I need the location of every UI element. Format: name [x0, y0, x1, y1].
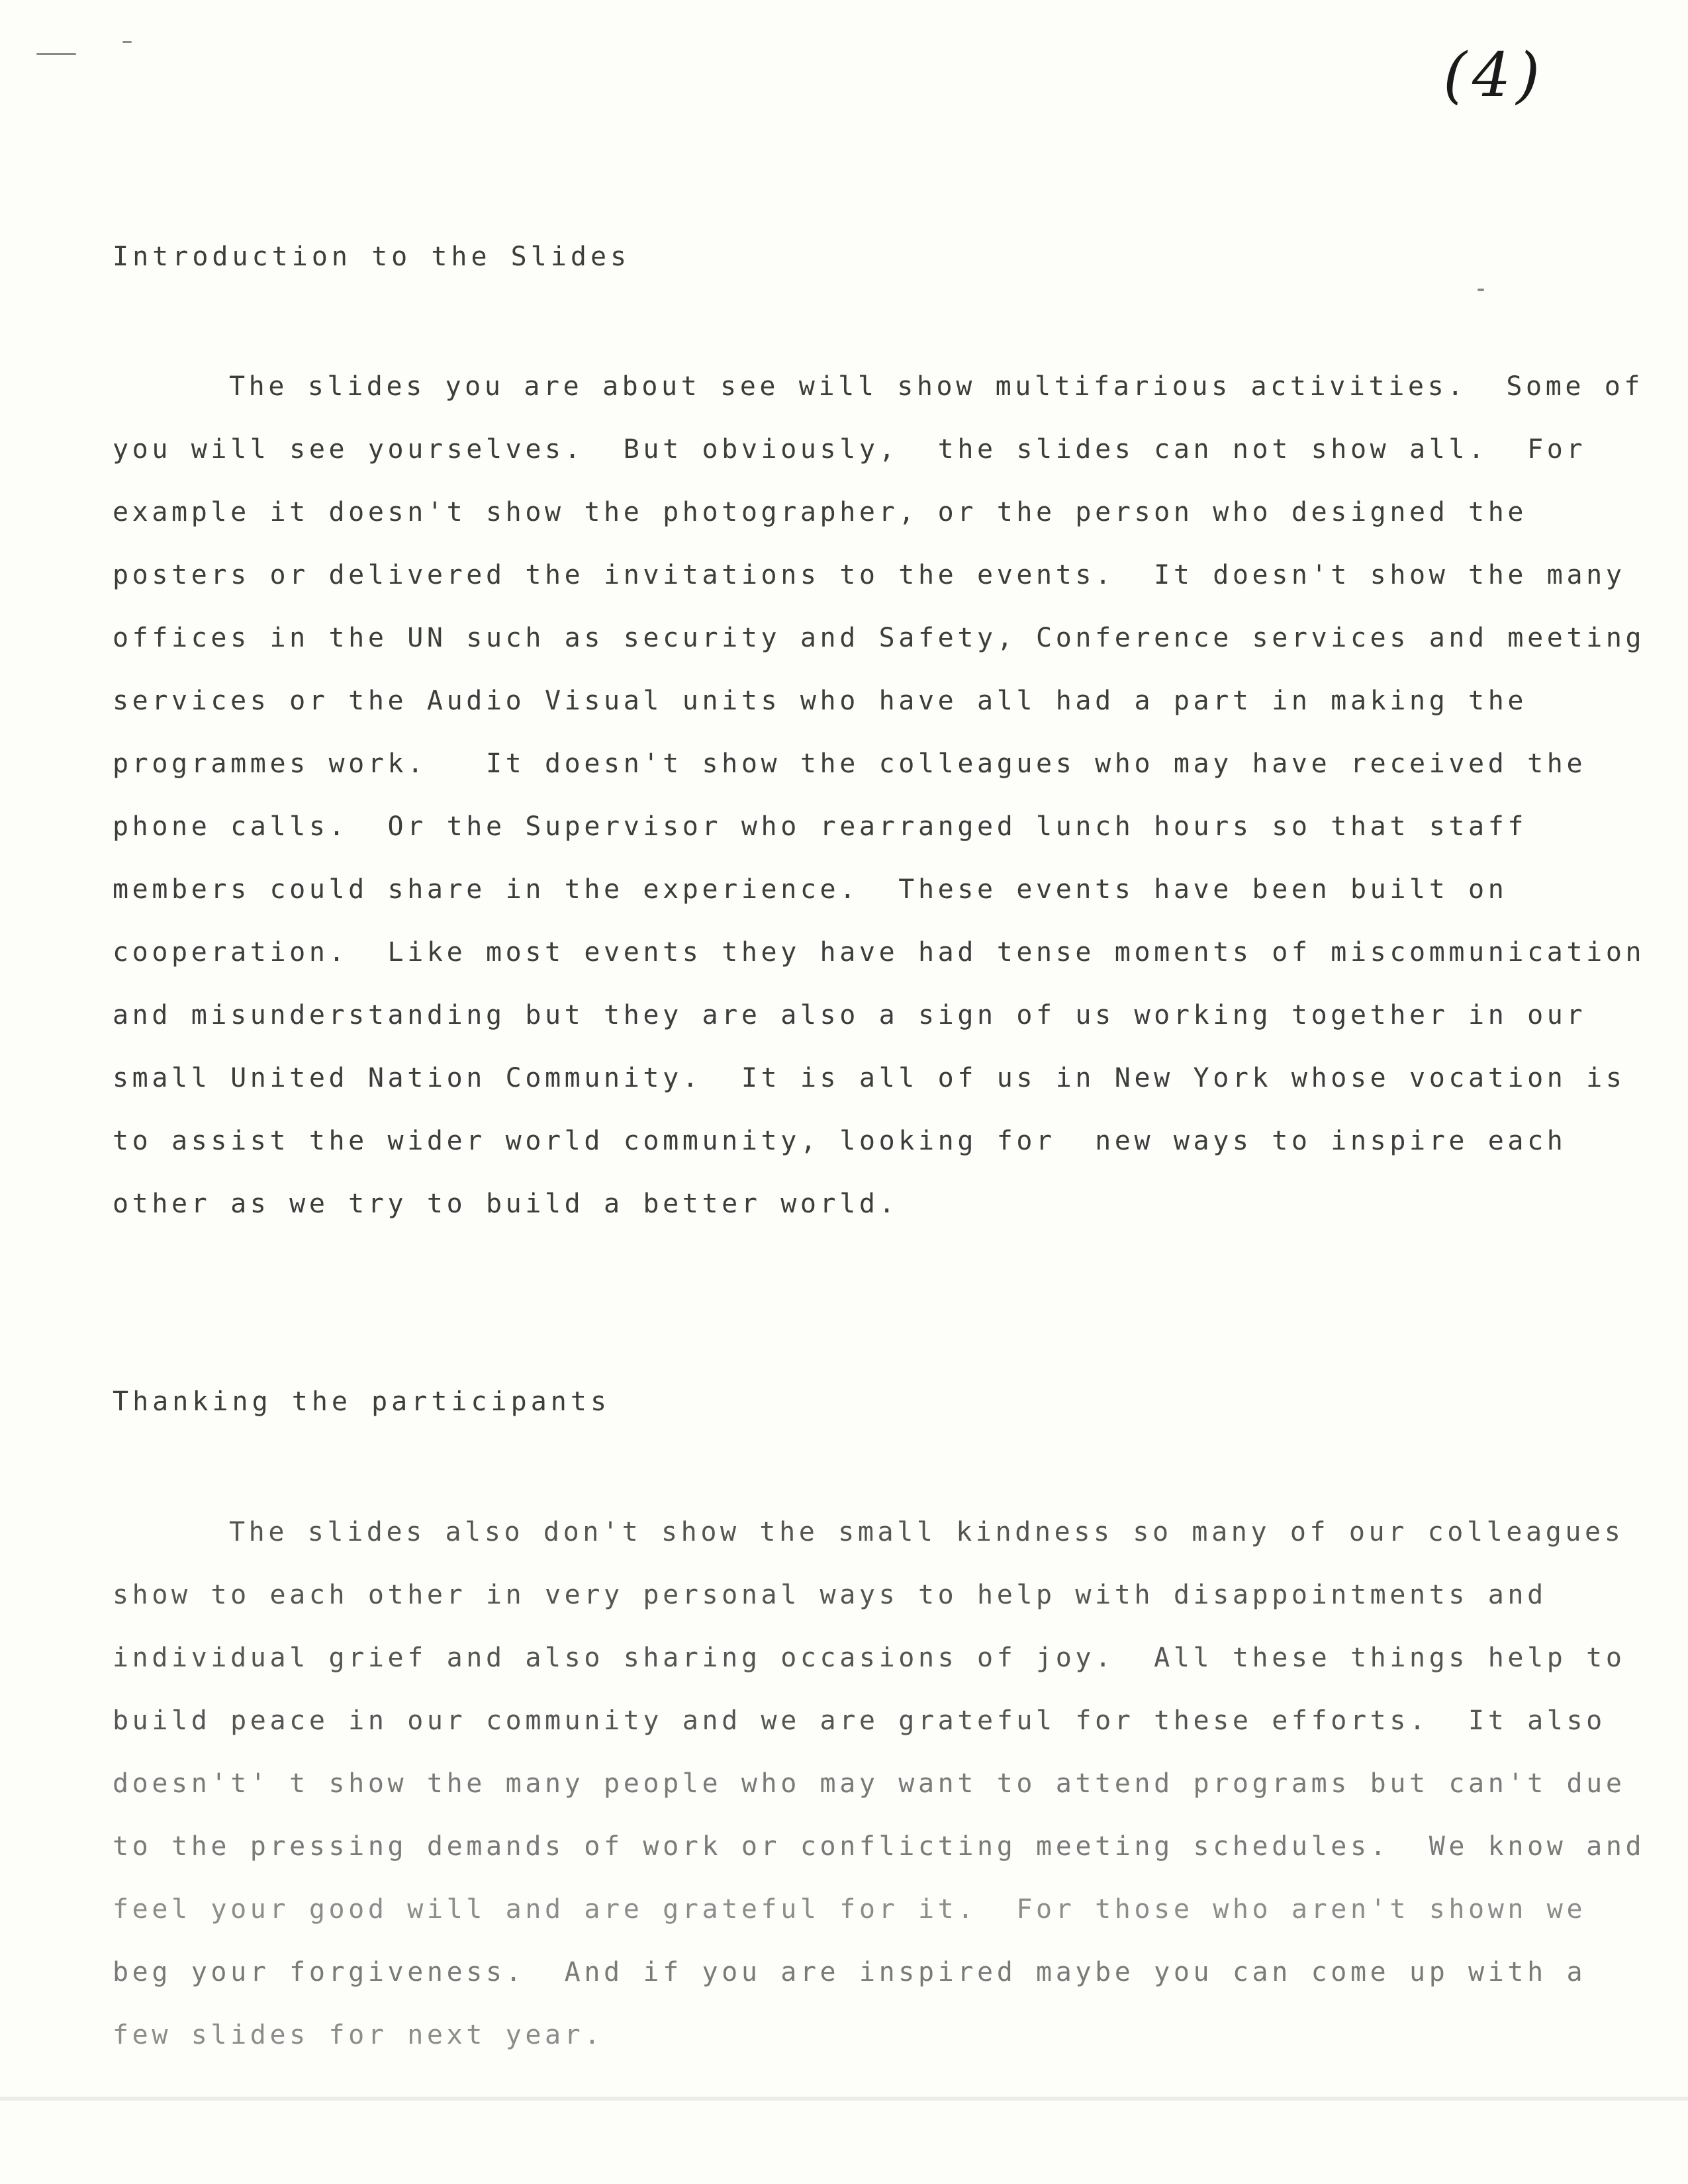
paragraph-line: feel your good will and are grateful for it. For those who aren't shown we: [113, 1894, 1587, 1925]
paragraph-line: to the pressing demands of work or conflicting meeting schedules. We know and: [113, 1831, 1646, 1862]
page-bottom-edge: [0, 2097, 1688, 2101]
paragraph-line: posters or delivered the invitations to the events. It doesn't show the many: [113, 560, 1626, 590]
paragraph-line: phone calls. Or the Supervisor who rearranged lunch hours so that staff: [113, 811, 1528, 842]
paragraph-line: you will see yourselves. But obviously, the slides can not show all. For: [113, 434, 1587, 465]
paragraph-line: to assist the wider world community, looking for new ways to inspire each: [113, 1126, 1567, 1156]
section-heading-thanking: Thanking the participants: [113, 1387, 611, 1417]
paragraph-line: individual grief and also sharing occasions of joy. All these things help to: [113, 1643, 1626, 1673]
paragraph-line: show to each other in very personal ways to help with disappointments and: [113, 1580, 1547, 1610]
paragraph-line: beg your forgiveness. And if you are inspired maybe you can come up with a: [113, 1957, 1587, 1987]
paragraph-line: The slides also don't show the small kindness so many of our colleagues: [229, 1517, 1624, 1547]
paragraph-line: other as we try to build a better world.: [113, 1189, 899, 1219]
paragraph-introduction: [113, 355, 1662, 1236]
section-heading-introduction: Introduction to the Slides: [113, 242, 631, 272]
paragraph-line: cooperation. Like most events they have had tense moments of miscommunication: [113, 937, 1646, 968]
paragraph-line: offices in the UN such as security and Safety, Conference services and meeting: [113, 623, 1646, 653]
scan-speck: [36, 53, 76, 55]
paragraph-line: build peace in our community and we are grateful for these efforts. It also: [113, 1706, 1606, 1736]
paragraph-line: and misunderstanding but they are also a sign of us working together in our: [113, 1000, 1587, 1030]
paragraph-line: few slides for next year.: [113, 2020, 604, 2050]
paragraph-line: members could share in the experience. These events have been built on: [113, 874, 1508, 905]
page-number: (4): [1443, 40, 1546, 111]
scan-speck: [122, 41, 132, 43]
paragraph-line: The slides you are about see will show multifarious activities. Some of: [229, 371, 1644, 402]
paragraph-line: doesn't' t show the many people who may want to attend programs but can't due: [113, 1768, 1626, 1799]
paragraph-line: services or the Audio Visual units who have all had a part in making the: [113, 686, 1528, 716]
paragraph-thanking: [113, 1501, 1662, 2067]
scan-speck: [1477, 289, 1484, 291]
paragraph-line: programmes work. It doesn't show the colleagues who may have received the: [113, 749, 1587, 779]
paragraph-line: example it doesn't show the photographer, or the person who designed the: [113, 497, 1528, 527]
paragraph-line: small United Nation Community. It is all of us in New York whose vocation is: [113, 1063, 1626, 1093]
